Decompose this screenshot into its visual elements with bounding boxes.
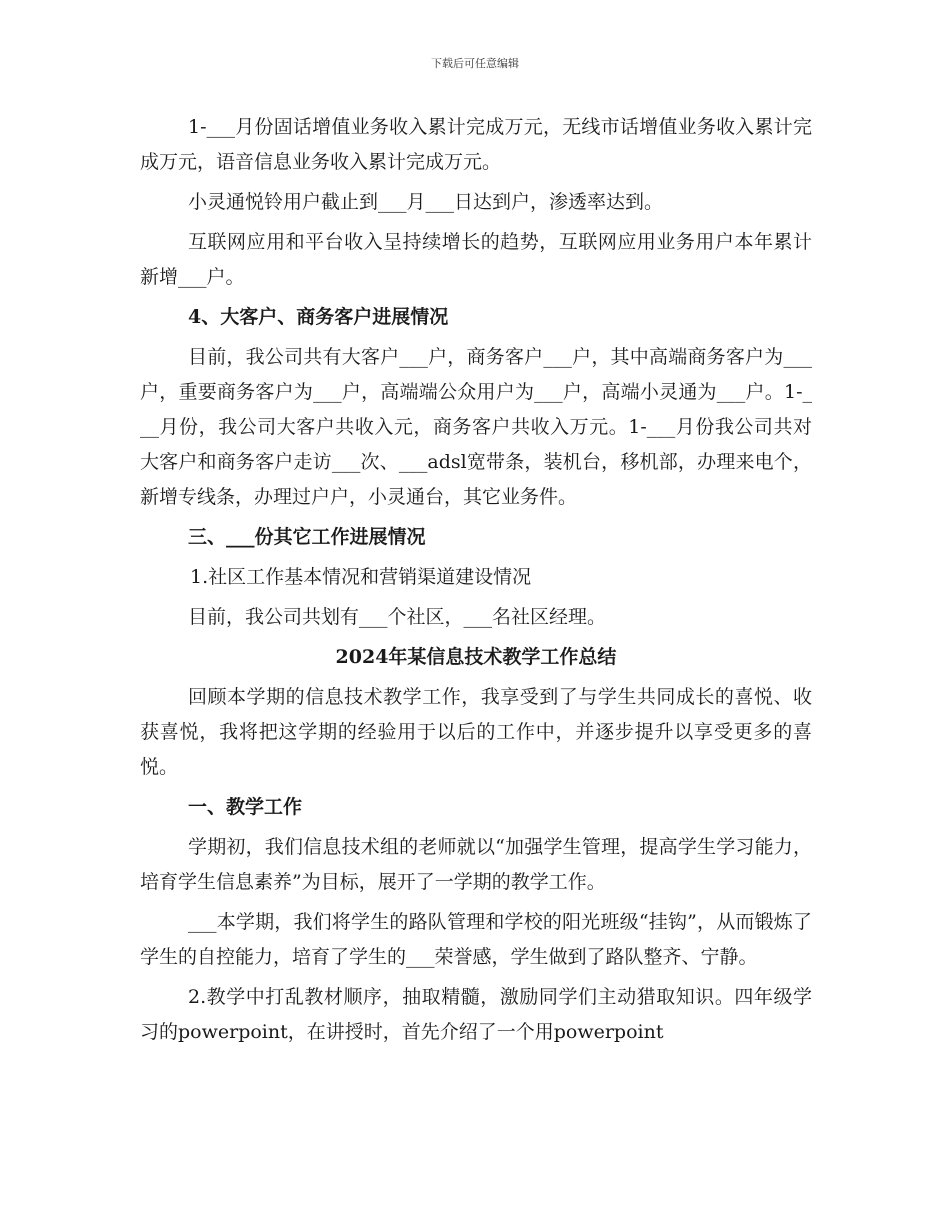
document-body [140,110,812,1055]
paragraph-line-management: ___本学期，我们将学生的路队管理和学校的阳光班级“挂钩”，从而锻炼了学生的自控能力，培育了学生的___荣誉感，学生做到了路队整齐、宁静。 [140,911,812,968]
paragraph-community-count: 目前，我公司共划有___个社区，___名社区经理。 [188,606,607,628]
document-title: 2024年某信息技术教学工作总结 [335,646,617,668]
paragraph-semester-start: 学期初，我们信息技术组的老师就以“加强学生管理，提高学生学习能力，培育学生信息素养”为目标，展开了一学期的教学工作。 [140,836,812,893]
paragraph-key-accounts: 目前，我公司共有大客户___户，商务客户___户，其中高端商务客户为___户，重要商务客户为___户，高端端公众用户为___户，高端小灵通为___户。1-___月份，我公司大客户共收入元，商务客户共收入万元。1-___月份我公司共对大客户和商务客户走访___次、___adsl宽带条，装机台，移机部，办理来电个，新增专线条，办理过户户，小灵通台，其它业务件。 [140,346,812,508]
section-heading-teaching: 一、教学工作 [188,796,303,818]
section-heading-key-accounts: 4、大客户、商务客户进展情况 [188,306,449,328]
paragraph-value-added-revenue: 1-___月份固话增值业务收入累计完成万元，无线市话增值业务收入累计完成万元，语音信息业务收入累计完成万元。 [140,116,812,173]
paragraph-review: 回顾本学期的信息技术教学工作，我享受到了与学生共同成长的喜悦、收获喜悦，我将把这学期的经验用于以后的工作中，并逐步提升以享受更多的喜悦。 [140,686,812,778]
section-heading-other-work: 三、___份其它工作进展情况 [188,526,426,548]
paragraph-teaching-method: 2.教学中打乱教材顺序，抽取精髓，激励同学们主动猎取知识。四年级学习的powerpoint，在讲授时，首先介绍了一个用powerpoint [140,986,812,1043]
paragraph-ringtone-users: 小灵通悦铃用户截止到___月___日达到户，渗透率达到。 [188,191,664,213]
list-item-community-work: 1.社区工作基本情况和营销渠道建设情况 [190,566,532,588]
paragraph-internet-apps: 互联网应用和平台收入呈持续增长的趋势，互联网应用业务用户本年累计新增___户。 [140,231,812,288]
page-header: 下载后可任意编辑 [431,57,519,70]
